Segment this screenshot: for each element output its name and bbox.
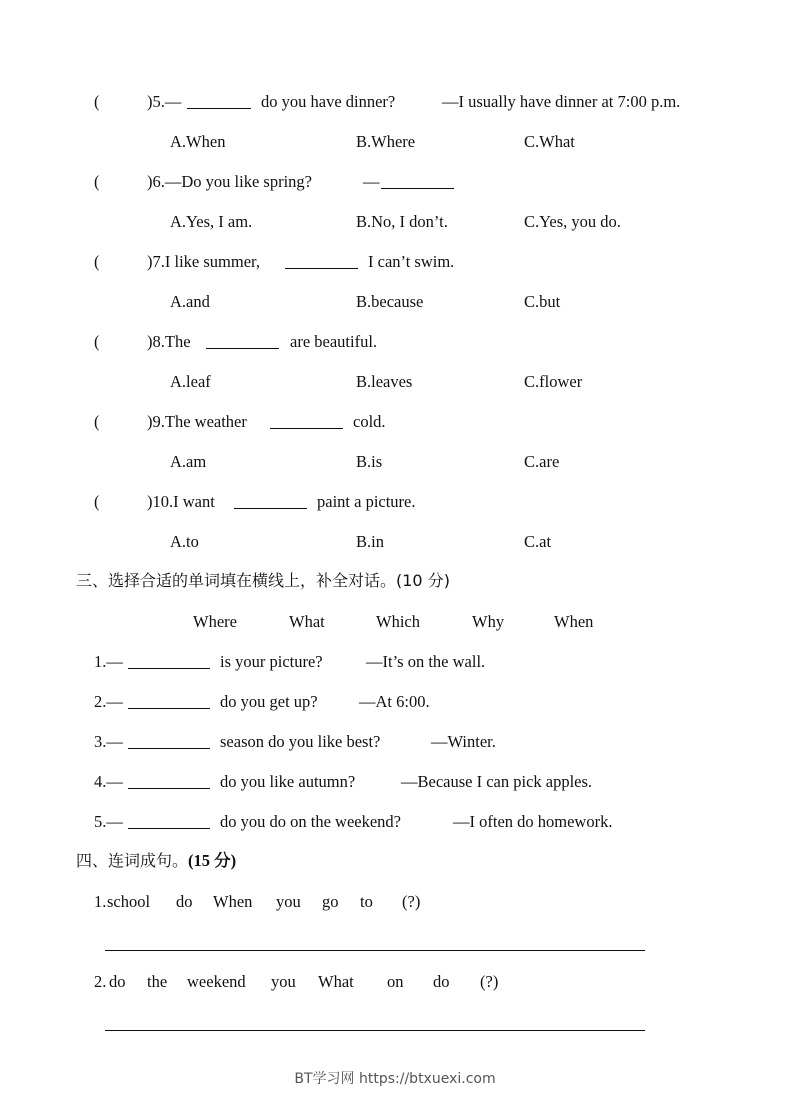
- question-text-after: paint a picture.: [317, 492, 416, 511]
- answer-paren[interactable]: (: [94, 252, 100, 271]
- question-number: )5.—: [147, 92, 182, 111]
- question-text-after: I can’t swim.: [368, 252, 455, 271]
- option-c: C.flower: [524, 372, 583, 391]
- question-text-after: cold.: [353, 412, 386, 431]
- dialogue-question: season do you like best?: [220, 732, 381, 751]
- question-text-after: are beautiful.: [290, 332, 378, 351]
- answer-blank[interactable]: [285, 254, 358, 269]
- reply-dash: —: [363, 172, 380, 191]
- item-number: 4.—: [94, 772, 123, 791]
- site-watermark: BT学习网 https://btxuexi.com: [294, 1071, 496, 1087]
- answer-blank[interactable]: [270, 414, 343, 429]
- answer-blank[interactable]: [128, 694, 210, 709]
- section-4-title: 四、连词成句。(15 分): [76, 851, 237, 870]
- scrambled-word: (?): [402, 892, 421, 911]
- answer-paren[interactable]: (: [94, 412, 100, 431]
- scrambled-word: What: [318, 972, 354, 991]
- answer-blank[interactable]: [128, 774, 210, 789]
- option-a: A.When: [170, 132, 226, 151]
- question-reply: —I usually have dinner at 7:00 p.m.: [442, 92, 681, 111]
- dialogue-answer: —Because I can pick apples.: [401, 772, 593, 791]
- answer-blank[interactable]: [128, 814, 210, 829]
- scrambled-word: do: [109, 972, 126, 991]
- option-a: A.and: [170, 292, 210, 311]
- scrambled-word: the: [147, 972, 168, 991]
- dialogue-answer: —It’s on the wall.: [366, 652, 486, 671]
- question-text: )10.I want: [147, 492, 215, 511]
- answer-blank[interactable]: [128, 734, 210, 749]
- answer-line[interactable]: [105, 950, 645, 951]
- item-number: 1.—: [94, 652, 123, 671]
- answer-paren[interactable]: (: [94, 172, 100, 191]
- question-text: )7.I like summer,: [147, 252, 260, 271]
- item-number: 5.—: [94, 812, 123, 831]
- option-b: B.in: [356, 532, 384, 551]
- dialogue-question: do you get up?: [220, 692, 318, 711]
- option-c: C.but: [524, 292, 561, 311]
- option-b: B.leaves: [356, 372, 413, 391]
- option-c: C.Yes, you do.: [524, 212, 621, 231]
- question-text: )6.—Do you like spring?: [147, 172, 312, 191]
- dialogue-question: do you do on the weekend?: [220, 812, 401, 831]
- option-a: A.leaf: [170, 372, 211, 391]
- answer-paren[interactable]: (: [94, 332, 100, 351]
- scrambled-word: (?): [480, 972, 499, 991]
- answer-blank[interactable]: [187, 94, 251, 109]
- dialogue-answer: —I often do homework.: [453, 812, 613, 831]
- section-3-title: 三、选择合适的单词填在横线上，补全对话。(10 分): [76, 571, 450, 590]
- item-number: 2.—: [94, 692, 123, 711]
- question-text: )9.The weather: [147, 412, 247, 431]
- word-bank-item: Why: [472, 612, 505, 631]
- question-text: do you have dinner?: [261, 92, 396, 111]
- scrambled-word: When: [213, 892, 253, 911]
- option-c: C.at: [524, 532, 552, 551]
- option-b: B.is: [356, 452, 383, 471]
- item-number: 3.—: [94, 732, 123, 751]
- answer-blank[interactable]: [128, 654, 210, 669]
- option-a: A.am: [170, 452, 207, 471]
- scrambled-word: go: [322, 892, 339, 911]
- question-text: )8.The: [147, 332, 191, 351]
- option-c: C.are: [524, 452, 560, 471]
- item-number: 2.: [94, 972, 107, 991]
- word-bank-item: What: [289, 612, 325, 631]
- dialogue-answer: —At 6:00.: [359, 692, 430, 711]
- option-c: C.What: [524, 132, 575, 151]
- answer-blank[interactable]: [234, 494, 307, 509]
- scrambled-word: you: [271, 972, 296, 991]
- answer-blank[interactable]: [381, 174, 454, 189]
- scrambled-word: weekend: [187, 972, 246, 991]
- word-bank-item: When: [554, 612, 594, 631]
- option-b: B.Where: [356, 132, 416, 151]
- scrambled-word: do: [176, 892, 193, 911]
- scrambled-word: school: [107, 892, 151, 911]
- option-b: B.because: [356, 292, 424, 311]
- answer-line[interactable]: [105, 1030, 645, 1031]
- dialogue-question: do you like autumn?: [220, 772, 356, 791]
- word-bank-item: Which: [376, 612, 420, 631]
- item-number: 1.: [94, 892, 107, 911]
- answer-blank[interactable]: [206, 334, 279, 349]
- scrambled-word: to: [360, 892, 373, 911]
- scrambled-word: you: [276, 892, 301, 911]
- answer-paren[interactable]: (: [94, 92, 100, 111]
- word-bank-item: Where: [193, 612, 237, 631]
- option-b: B.No, I don’t.: [356, 212, 448, 231]
- dialogue-question: is your picture?: [220, 652, 323, 671]
- scrambled-word: do: [433, 972, 450, 991]
- scrambled-word: on: [387, 972, 404, 991]
- answer-paren[interactable]: (: [94, 492, 100, 511]
- option-a: A.Yes, I am.: [170, 212, 253, 231]
- dialogue-answer: —Winter.: [431, 732, 496, 751]
- option-a: A.to: [170, 532, 199, 551]
